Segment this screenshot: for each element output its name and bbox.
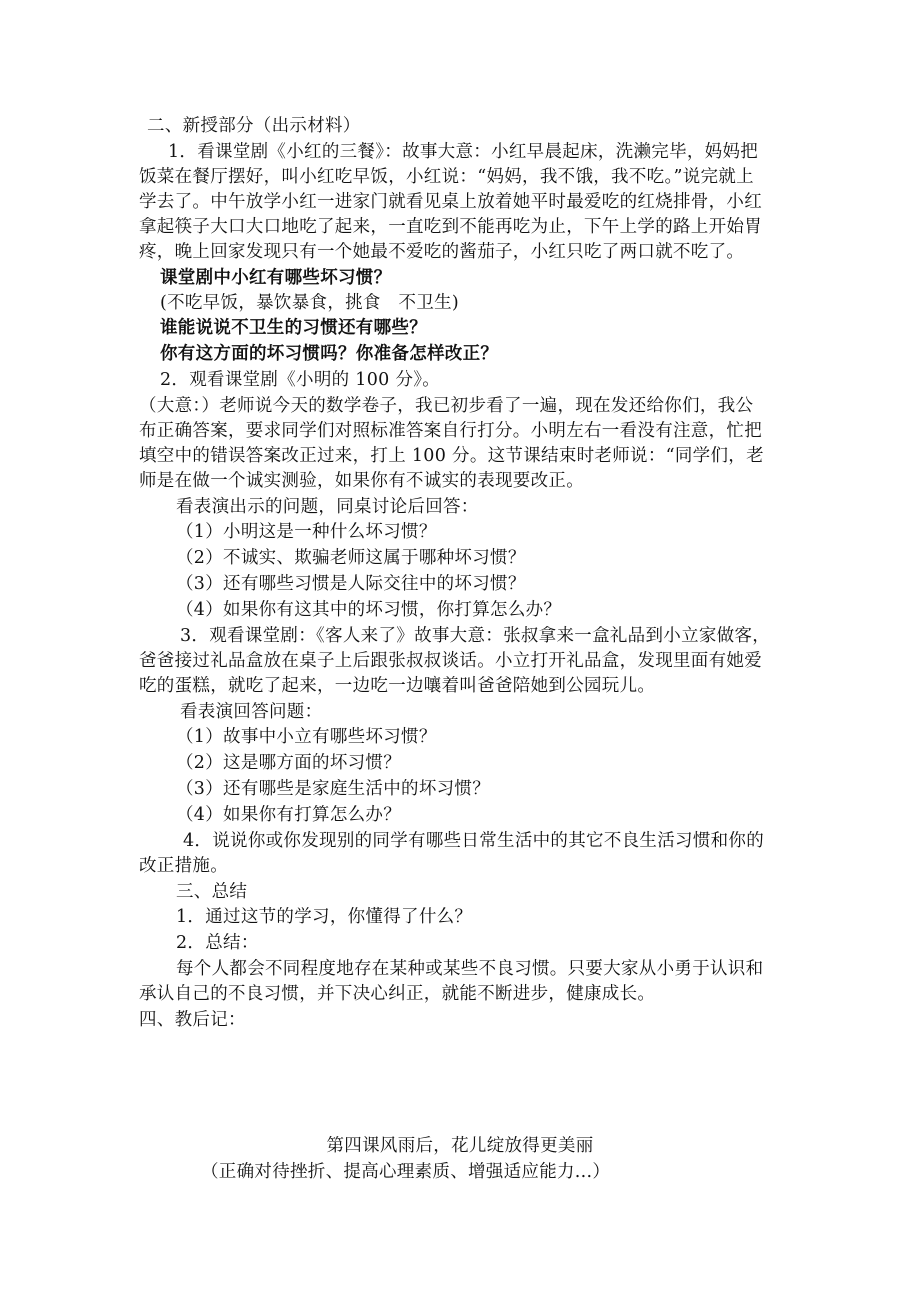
question-bold: 课堂剧中小红有哪些坏习惯？ [160,268,392,288]
paragraph-line: 1．看课堂剧《小红的三餐》：故事大意：小红早晨起床，洗濑完毕，妈妈把 [168,142,759,162]
section3-heading: 三、总结 [176,882,248,902]
summary-item: 1．通过这节的学习，你懂得了什么？ [176,907,473,927]
paragraph-line: 拿起筷子大口大口地吃了起来，一直吃到不能再吃为止，下午上学的路上开始胃 [139,217,762,237]
question-bold: 你有这方面的坏习惯吗？你准备怎样改正？ [160,344,499,364]
paragraph-line: 师是在做一个诚实测验，如果你有不诚实的表现要改正。 [139,471,584,491]
paragraph-line: 饭菜在餐厅摆好，叫小红吃早饭，小红说：“妈妈，我不饿，我不吃。”说完就上 [139,167,754,187]
paragraph-line: 疼，晚上回家发现只有一个她最不爱吃的酱茄子，小红只吃了两口就不吃了。 [139,242,745,262]
question-item: （3）还有哪些是家庭生活中的坏习惯？ [176,779,491,799]
question-item: （1）故事中小立有哪些坏习惯？ [176,727,437,747]
question-bold: 谁能说说不卫生的习惯还有哪些？ [160,318,427,338]
paragraph-line: 承认自己的不良习惯，并下决心纠正，就能不断进步，健康成长。 [139,984,656,1004]
paragraph-line: 填空中的错误答案改正过来，打上 100 分。这节课结束时老师说：“同学们，老 [139,446,764,466]
paragraph-line: 布正确答案，要求同学们对照标准答案自行打分。小明左右一看没有注意，忙把 [139,421,762,441]
section4-heading: 四、教后记： [139,1010,246,1030]
paragraph-line: 每个人都会不同程度地存在某种或某些不良习惯。只要大家从小勇于认识和 [176,959,764,979]
question-item: （2）不诚实、欺骗老师这属于哪种坏习惯？ [176,548,526,568]
paragraph-line: 改正措施。 [139,856,228,876]
paragraph-line: 学去了。中午放学小红一进家门就看见桌上放着她平时最爱吃的红烧排骨，小红 [139,192,762,212]
lesson-title: 第四课风雨后，花儿绽放得更美丽 [326,1136,594,1156]
paragraph-line: 3．观看课堂剧：《客人来了》故事大意：张叔拿来一盒礼品到小立家做客， [180,626,771,646]
lesson-subtitle: （正确对待挫折、提高心理素质、增强适应能力...） [201,1162,611,1182]
question-item: （3）还有哪些习惯是人际交往中的坏习惯？ [176,574,526,594]
section2-heading: 二、新授部分（出示材料） [147,116,361,136]
question-item: （1）小明这是一种什么坏习惯？ [176,522,437,542]
paragraph-line: 爸爸接过礼品盒放在桌子上后跟张叔叔谈话。小立打开礼品盒，发现里面有她爱 [139,651,762,671]
question-item: （2）这是哪方面的坏习惯？ [176,753,402,773]
item2-prompt: 看表演出示的问题，同桌讨论后回答： [176,497,479,517]
paragraph-line: 4．说说你或你发现别的同学有哪些日常生活中的其它不良生活习惯和你的 [183,831,765,851]
summary-item: 2．总结： [176,933,259,953]
question-item: （4）如果你有这其中的坏习惯，你打算怎么办？ [176,600,562,620]
paragraph-line: （大意：）老师说今天的数学卷子，我已初步看了一遍，现在发还给你们，我公 [139,396,754,416]
question-item: （4）如果你有打算怎么办？ [176,805,402,825]
paragraph-line: 吃的蛋糕，就吃了起来，一边吃一边嚷着叫爸爸陪她到公园玩儿。 [139,676,656,696]
item2-title: 2．观看课堂剧《小明的 100 分》。 [160,370,441,390]
answer-line: (不吃早饭，暴饮暴食，挑食 不卫生) [160,293,460,313]
item3-prompt: 看表演回答问题： [180,702,323,722]
